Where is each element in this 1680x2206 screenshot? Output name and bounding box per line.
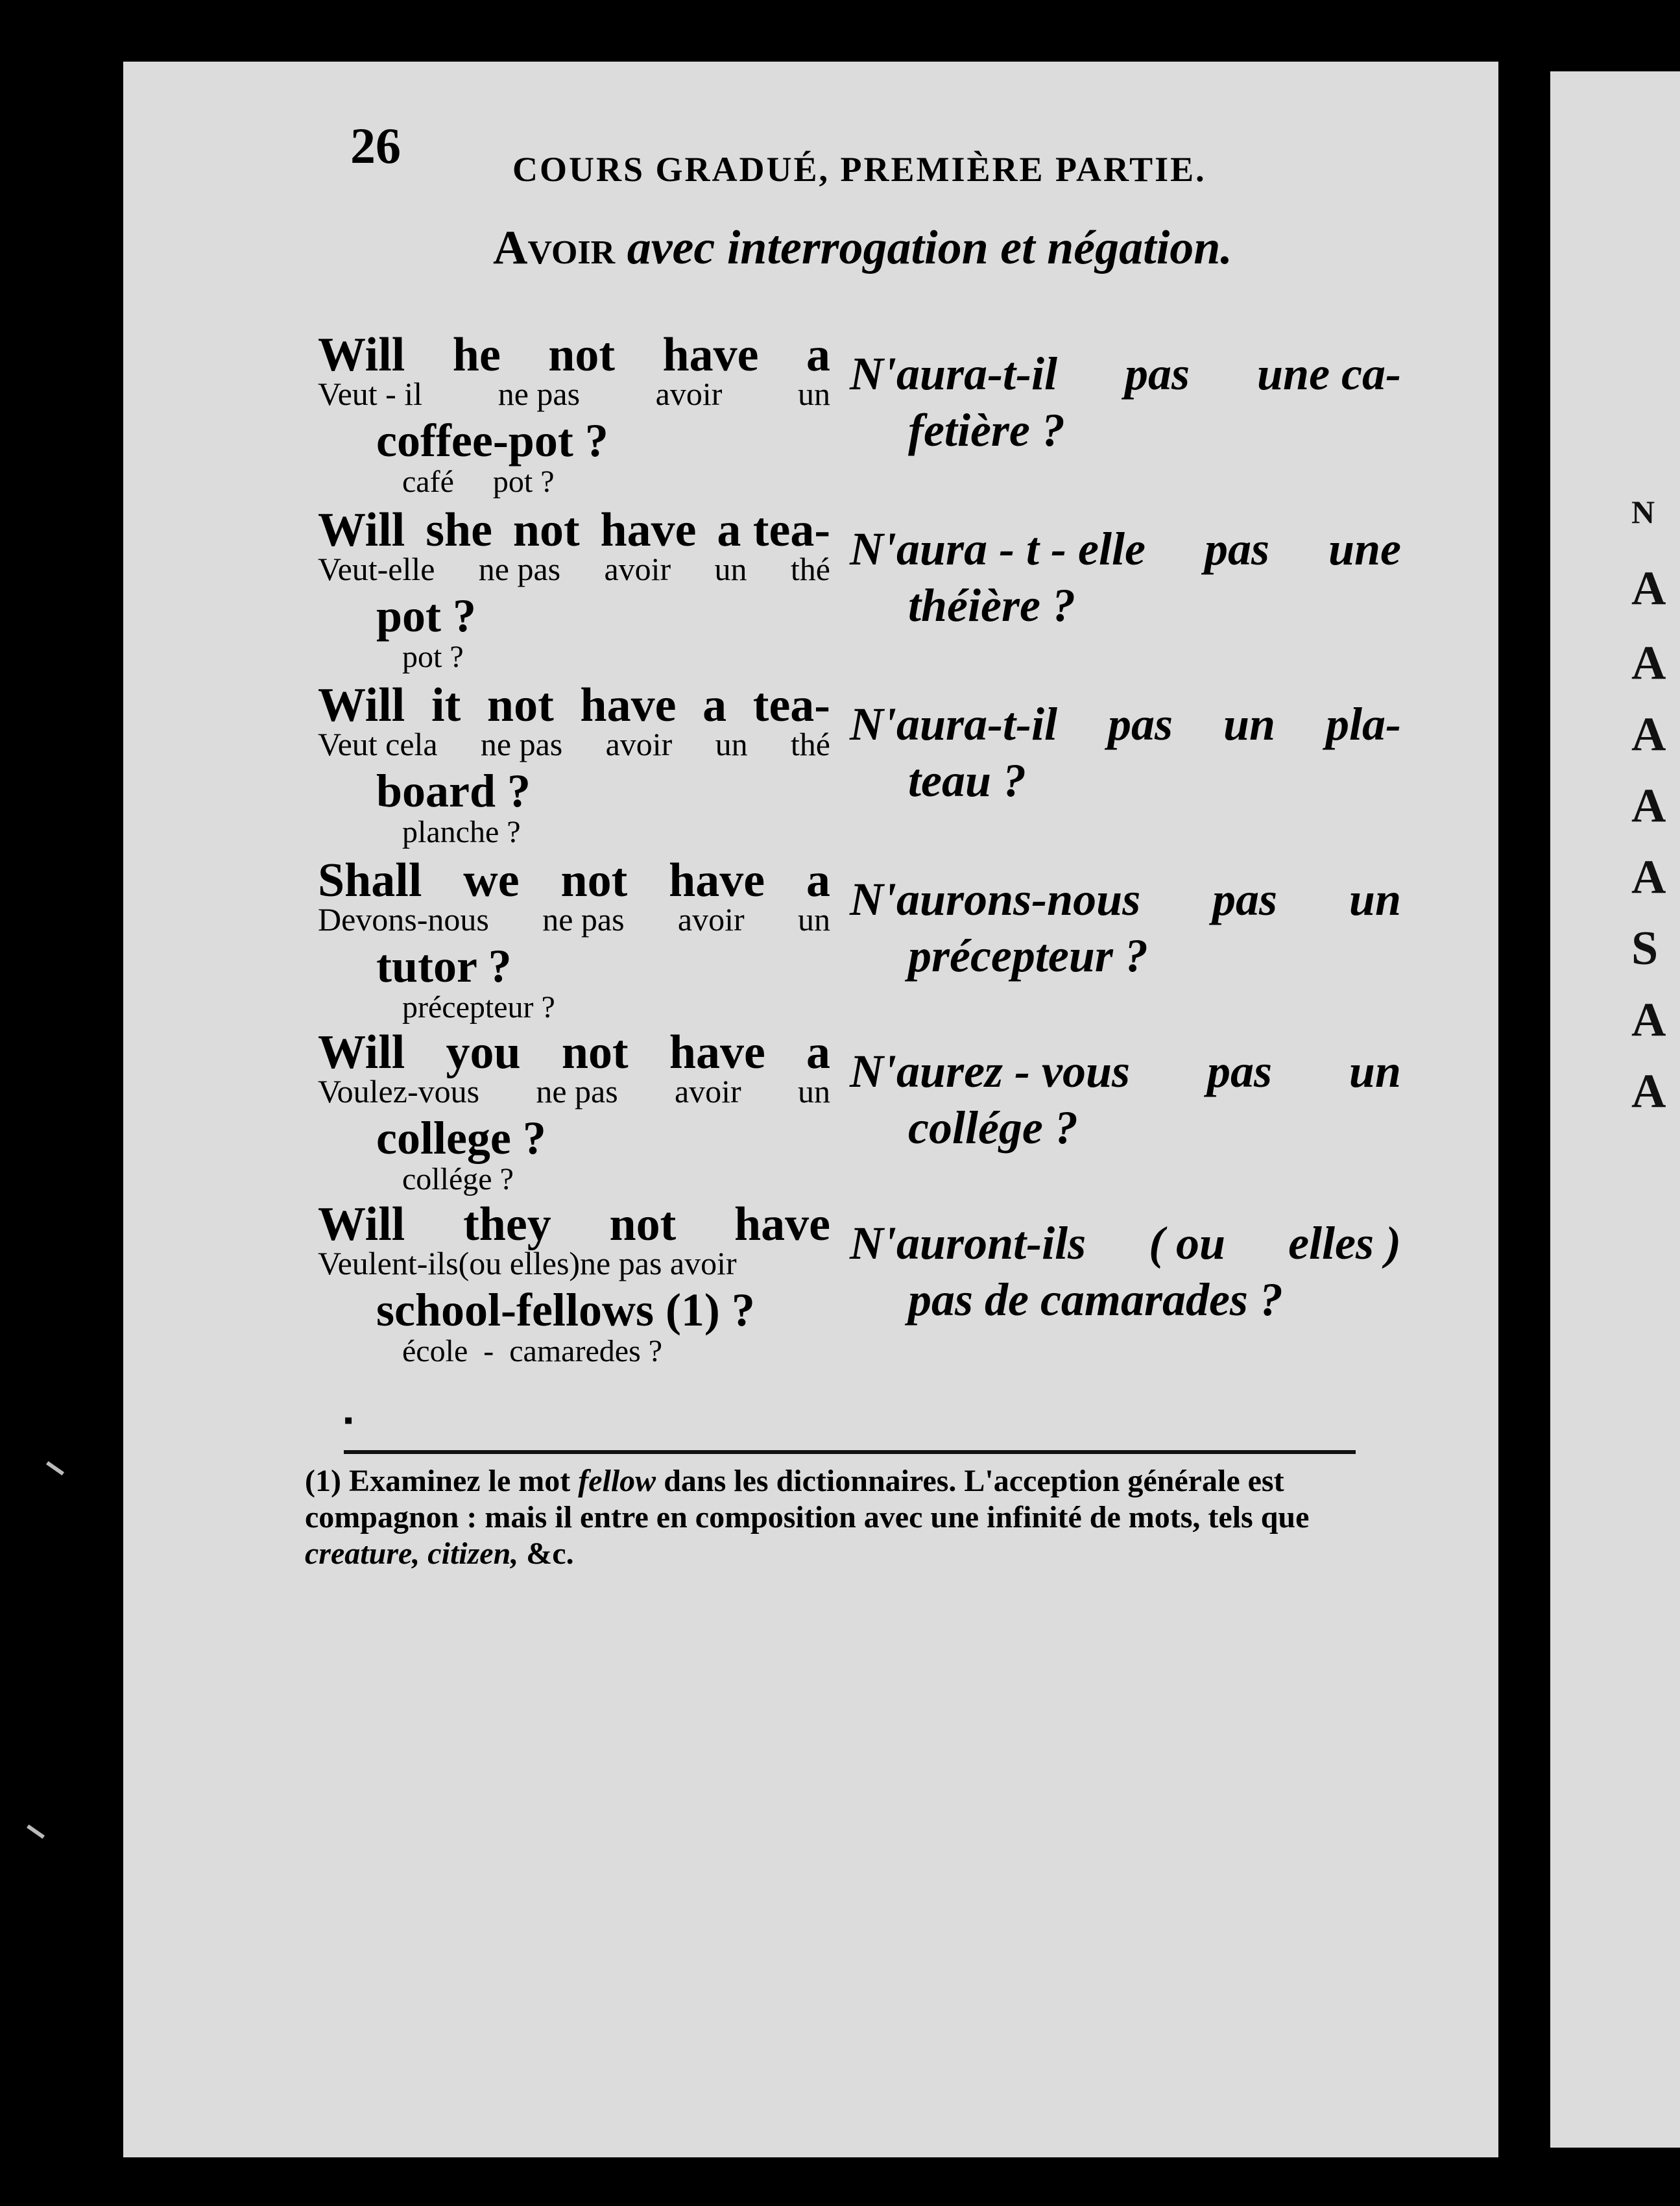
english-entry — [318, 678, 830, 850]
english-word: Will — [318, 679, 405, 732]
french-word: une ca- — [1257, 348, 1401, 400]
gloss-word: Voulez-vous — [318, 1073, 480, 1109]
footnote-text-a: Examinez le mot — [348, 1464, 571, 1498]
gloss-word: thé — [790, 551, 830, 587]
running-title: COURS GRADUÉ, PREMIÈRE PARTIE. — [512, 150, 1206, 189]
gloss-word: ne pas — [542, 901, 625, 938]
english-entry — [318, 1025, 830, 1197]
english-entry — [318, 503, 830, 675]
french-translation — [850, 697, 1401, 808]
french-word: une — [1328, 523, 1401, 575]
french-translation — [850, 347, 1401, 457]
english-line-end: pot ? — [376, 590, 477, 642]
french-word: N'aurons-nous — [850, 873, 1141, 925]
french-line — [850, 347, 1401, 401]
scan-speck — [27, 1824, 45, 1839]
gloss-word: ne pas — [536, 1073, 618, 1109]
english-word: have — [662, 328, 759, 382]
french-word: N'aura-t-il — [850, 348, 1058, 400]
facing-page-letter: S — [1631, 922, 1659, 975]
french-translation — [850, 873, 1401, 983]
gloss-word: Veut - il — [318, 376, 423, 412]
english-entry — [318, 1197, 830, 1369]
french-word: pas — [1204, 523, 1269, 575]
english-line-end: tutor ? — [376, 940, 512, 992]
english-word: you — [446, 1026, 521, 1079]
footnote-text-b: dans les dictionnaires. L'acception générale est compagnon : mais il entre en composition avec une infinité de mots, tels que — [305, 1464, 1310, 1534]
french-word: elles ) — [1288, 1217, 1401, 1269]
french-word: pas — [1212, 873, 1278, 925]
english-word: Will — [318, 1198, 405, 1251]
gloss-word: un — [797, 901, 830, 938]
interlinear-gloss-end: école - camaredes ? — [402, 1334, 663, 1368]
english-word: we — [463, 854, 520, 907]
french-word: un — [1223, 698, 1276, 750]
english-word: a — [806, 328, 830, 382]
footnote-marker: (1) — [305, 1464, 341, 1498]
facing-page-letter: N — [1631, 494, 1655, 530]
french-line — [850, 697, 1401, 751]
facing-page-letter: A — [1631, 708, 1666, 761]
english-line-end: coffee-pot ? — [376, 415, 608, 467]
english-word: a — [702, 679, 727, 732]
french-line-end: précepteur ? — [908, 930, 1148, 982]
english-word: a — [806, 1026, 830, 1079]
facing-page-letter: A — [1631, 779, 1666, 832]
gloss-word: Veut-elle — [318, 551, 435, 587]
english-line-end: college ? — [376, 1112, 546, 1164]
french-line — [850, 1045, 1401, 1098]
gloss-word: un — [714, 551, 747, 587]
gloss-word: avoir — [605, 726, 673, 762]
french-line-end: teau ? — [908, 755, 1027, 806]
english-word: Will — [318, 1026, 405, 1079]
facing-page-letter: A — [1631, 636, 1666, 690]
gloss-word: Devons-nous — [318, 901, 489, 938]
french-word: pas — [1107, 698, 1173, 750]
section-title — [493, 221, 1232, 276]
french-word: N'aurez - vous — [850, 1045, 1131, 1097]
english-word: Shall — [318, 854, 422, 907]
gloss-word: ne pas — [498, 376, 581, 412]
facing-page-letter: A — [1631, 1065, 1666, 1118]
english-line-end: school-fellows (1) ? — [376, 1284, 755, 1336]
english-word: not — [512, 503, 580, 557]
french-word: N'auront-ils — [850, 1217, 1086, 1269]
footnote — [305, 1463, 1369, 1572]
english-word: it — [431, 679, 461, 732]
french-word: un — [1349, 1045, 1401, 1097]
french-word: pas — [1206, 1045, 1272, 1097]
gloss-word: Veut cela — [318, 726, 438, 762]
french-translation — [850, 1045, 1401, 1155]
page-number: 26 — [350, 117, 401, 174]
english-word: a — [806, 854, 830, 907]
french-line-end: fetière ? — [908, 404, 1065, 456]
french-line — [850, 873, 1401, 927]
facing-page-letter: A — [1631, 562, 1666, 615]
gloss-word: un — [715, 726, 748, 762]
french-word: N'aura - t - elle — [850, 523, 1146, 575]
english-entry — [318, 853, 830, 1025]
english-word: not — [548, 328, 616, 382]
interlinear-gloss-end: café pot ? — [402, 465, 555, 499]
footnote-italic-a: fellow — [578, 1464, 656, 1498]
english-line-end: board ? — [376, 765, 531, 817]
english-word: tea- — [752, 679, 830, 732]
english-word: have — [669, 1026, 765, 1079]
french-line — [850, 1217, 1401, 1270]
interlinear-gloss-end: planche ? — [402, 815, 521, 849]
gloss-word: avoir — [674, 1073, 741, 1109]
english-word: have — [734, 1198, 830, 1251]
interlinear-gloss-end: précepteur ? — [402, 990, 555, 1024]
gloss-word: Veulent-ils(ou elles)ne pas avoir — [318, 1245, 737, 1281]
footnote-italic-b: creature, citizen, — [305, 1536, 519, 1571]
english-word: not — [560, 854, 628, 907]
gloss-word: ne pas — [480, 726, 563, 762]
french-line-end: pas de camarades ? — [908, 1274, 1283, 1326]
english-word: Will — [318, 503, 405, 557]
section-title-rest: avec interrogation et négation. — [627, 221, 1232, 274]
french-line — [850, 522, 1401, 576]
gloss-word: avoir — [677, 901, 745, 938]
footnote-rule — [344, 1450, 1356, 1454]
facing-page-letter: A — [1631, 851, 1666, 904]
facing-page-letter: A — [1631, 993, 1666, 1047]
french-word: pla- — [1326, 698, 1401, 750]
english-word: they — [463, 1198, 551, 1251]
english-word: not — [609, 1198, 677, 1251]
french-line-end: collége ? — [908, 1102, 1078, 1154]
gloss-word: avoir — [604, 551, 671, 587]
scan-speck — [46, 1461, 64, 1475]
footnote-text-c: &c. — [526, 1536, 574, 1571]
french-line-end: théière ? — [908, 579, 1075, 631]
french-translation — [850, 522, 1401, 633]
gloss-word: ne pas — [478, 551, 561, 587]
english-word: have — [669, 854, 765, 907]
section-title-caps: Avoir — [493, 221, 616, 274]
english-word: Will — [318, 328, 405, 382]
english-word: she — [426, 503, 492, 557]
english-word: have — [580, 679, 677, 732]
interlinear-gloss-end: pot ? — [402, 640, 464, 674]
english-word: not — [486, 679, 554, 732]
gloss-word: un — [797, 1073, 830, 1109]
french-translation — [850, 1217, 1401, 1327]
english-word: he — [452, 328, 501, 382]
french-word: ( ou — [1149, 1217, 1226, 1269]
english-word: have — [600, 503, 697, 557]
french-word: pas — [1125, 348, 1190, 400]
english-entry — [318, 328, 830, 500]
gloss-word: un — [798, 376, 830, 412]
french-word: N'aura-t-il — [850, 698, 1058, 750]
rule-ornament: ▪ — [344, 1405, 354, 1435]
gloss-word: avoir — [655, 376, 723, 412]
gloss-word: thé — [790, 726, 830, 762]
french-word: un — [1349, 873, 1401, 925]
interlinear-gloss-end: collége ? — [402, 1162, 514, 1196]
english-word: a tea- — [717, 503, 830, 557]
english-word: not — [561, 1026, 629, 1079]
